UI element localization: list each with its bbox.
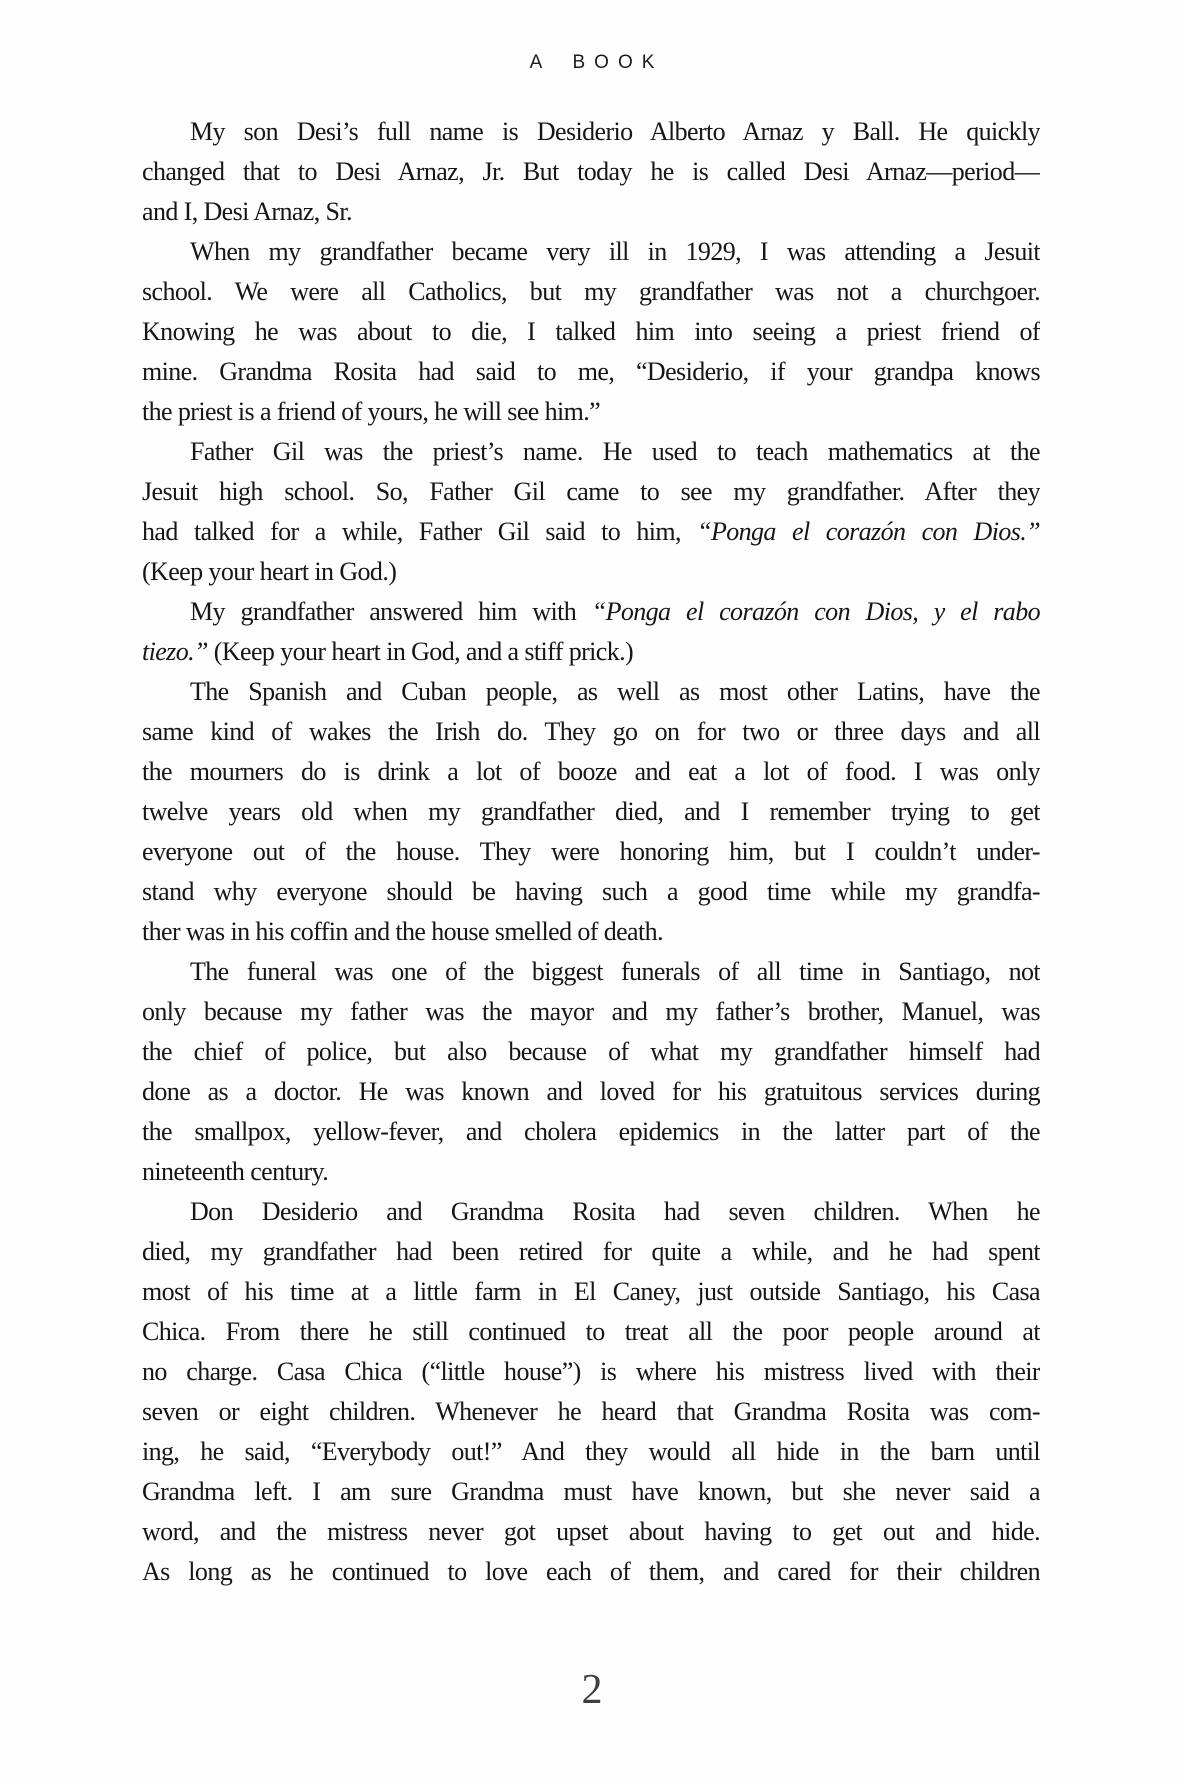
text-segment: the mourners do is drink a lot of booze and eat a lot of food. I was only [142, 757, 1040, 786]
italic-text-segment: “Ponga el corazón con Dios, y el rabo [591, 597, 1040, 626]
paragraph [142, 432, 1040, 592]
paragraph [142, 1192, 1040, 1592]
text-line [142, 592, 1040, 632]
text-segment: done as a doctor. He was known and loved for his gratuitous services during [142, 1077, 1040, 1106]
text-segment: ther was in his coffin and the house smelled of death. [142, 917, 663, 946]
paragraph [142, 112, 1040, 232]
text-segment: When my grandfather became very ill in 1929, I was attending a Jesuit [190, 237, 1040, 266]
text-segment: Knowing he was about to die, I talked him into seeing a priest friend of [142, 317, 1040, 346]
text-segment: Jesuit high school. So, Father Gil came to see my grandfather. After they [142, 477, 1040, 506]
text-segment: stand why everyone should be having such a good time while my grandfa- [142, 877, 1040, 906]
text-line [142, 312, 1040, 352]
text-line [142, 152, 1040, 192]
page-body-text [142, 112, 1040, 1592]
text-segment: My son Desi’s full name is Desiderio Alberto Arnaz y Ball. He quickly [190, 117, 1040, 146]
text-segment: only because my father was the mayor and my father’s brother, Manuel, was [142, 997, 1040, 1026]
text-line [142, 432, 1040, 472]
text-line [142, 392, 1040, 432]
text-segment: As long as he continued to love each of them, and cared for their children [142, 1557, 1040, 1586]
page-number: 2 [581, 1667, 603, 1713]
text-line [142, 1392, 1040, 1432]
text-segment: (Keep your heart in God, and a stiff prick.) [207, 637, 634, 666]
text-segment: The funeral was one of the biggest funerals of all time in Santiago, not [190, 957, 1040, 986]
text-line [142, 1152, 1040, 1192]
text-line [142, 1352, 1040, 1392]
text-segment: nineteenth century. [142, 1157, 329, 1186]
text-line [142, 1272, 1040, 1312]
text-segment: Chica. From there he still continued to treat all the poor people around at [142, 1317, 1040, 1346]
text-line [142, 192, 1040, 232]
text-line [142, 992, 1040, 1032]
text-line [142, 1192, 1040, 1232]
text-line [142, 1312, 1040, 1352]
text-line [142, 512, 1040, 552]
text-segment: changed that to Desi Arnaz, Jr. But today he is called Desi Arnaz—period— [142, 157, 1040, 186]
text-segment: mine. Grandma Rosita had said to me, “Desiderio, if your grandpa knows [142, 357, 1040, 386]
text-line [142, 472, 1040, 512]
paragraph [142, 232, 1040, 432]
text-segment: seven or eight children. Whenever he heard that Grandma Rosita was com- [142, 1397, 1040, 1426]
text-line [142, 632, 1040, 672]
text-line [142, 712, 1040, 752]
text-segment: had talked for a while, Father Gil said to him, [142, 517, 698, 546]
italic-text-segment: tiezo.” [142, 637, 208, 666]
text-line [142, 1072, 1040, 1112]
text-segment: school. We were all Catholics, but my grandfather was not a churchgoer. [142, 277, 1040, 306]
running-header: A BOOK [529, 52, 664, 73]
text-segment: (Keep your heart in God.) [142, 557, 397, 586]
text-segment: and I, Desi Arnaz, Sr. [142, 197, 352, 226]
text-segment: same kind of wakes the Irish do. They go on for two or three days and all [142, 717, 1040, 746]
text-segment: ing, he said, “Everybody out!” And they would all hide in the barn until [142, 1437, 1040, 1466]
text-segment: Grandma left. I am sure Grandma must have known, but she never said a [142, 1477, 1040, 1506]
text-segment: the smallpox, yellow-fever, and cholera epidemics in the latter part of the [142, 1117, 1040, 1146]
text-line [142, 912, 1040, 952]
text-segment: Father Gil was the priest’s name. He used to teach mathematics at the [190, 437, 1040, 466]
text-line [142, 1472, 1040, 1512]
paragraph [142, 592, 1040, 672]
text-line [142, 552, 1040, 592]
text-line [142, 752, 1040, 792]
text-segment: The Spanish and Cuban people, as well as most other Latins, have the [190, 677, 1040, 706]
text-line [142, 1552, 1040, 1592]
text-line [142, 232, 1040, 272]
paragraph [142, 952, 1040, 1192]
text-line [142, 672, 1040, 712]
text-line [142, 832, 1040, 872]
text-line [142, 1512, 1040, 1552]
text-line [142, 1232, 1040, 1272]
paragraph [142, 672, 1040, 952]
text-line [142, 952, 1040, 992]
text-segment: My grandfather answered him with [190, 597, 592, 626]
text-line [142, 1432, 1040, 1472]
text-line [142, 272, 1040, 312]
text-segment: Don Desiderio and Grandma Rosita had seven children. When he [190, 1197, 1040, 1226]
text-line [142, 1032, 1040, 1072]
text-segment: the chief of police, but also because of what my grandfather himself had [142, 1037, 1040, 1066]
text-segment: everyone out of the house. They were honoring him, but I couldn’t under- [142, 837, 1040, 866]
text-line [142, 792, 1040, 832]
text-segment: the priest is a friend of yours, he will see him.” [142, 397, 601, 426]
text-line [142, 1112, 1040, 1152]
text-line [142, 872, 1040, 912]
text-segment: twelve years old when my grandfather died, and I remember trying to get [142, 797, 1040, 826]
text-segment: no charge. Casa Chica (“little house”) is where his mistress lived with their [142, 1357, 1040, 1386]
text-segment: most of his time at a little farm in El Caney, just outside Santiago, his Casa [142, 1277, 1040, 1306]
text-segment: word, and the mistress never got upset about having to get out and hide. [142, 1517, 1040, 1546]
text-line [142, 352, 1040, 392]
italic-text-segment: “Ponga el corazón con Dios.” [697, 517, 1040, 546]
text-line [142, 112, 1040, 152]
text-segment: died, my grandfather had been retired for quite a while, and he had spent [142, 1237, 1040, 1266]
